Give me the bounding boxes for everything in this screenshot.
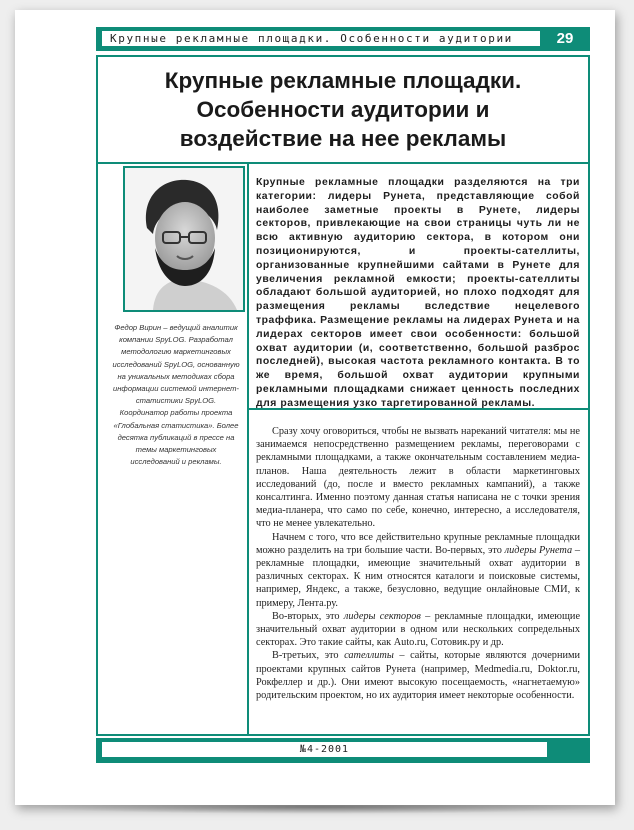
body-paragraph-4 [256,649,580,702]
article-title-line-1: Крупные рекламные площадки. [164,68,522,93]
right-column-rule [588,164,590,736]
body-paragraph-4-text-a: В-третьих, это [272,650,345,662]
photo-caption: Федор Вирин – ведущий аналитик компании SpyLOG. Разработал методологию маркетинговых исследований SpyLOG, основанную на уникальных методиках сбора информации системой интернет-статистики SpyLOG. Координатор работы проекта «Глобальная статистика». Более десятка публикаций в прессе на темы маркетинговых исследований и рекламы. [112,323,240,467]
author-photo [123,166,245,312]
bottom-rule [96,734,590,736]
running-title: Крупные рекламные площадки. Особенности аудитории [102,31,540,46]
column-divider [247,164,249,736]
article-title-line-3: воздействие на нее рекламы [179,126,507,151]
article-title-line-2: Особенности аудитории и [196,97,490,122]
body-paragraph-4-text-b: – сайты, которые являются дочерними проектами крупных сайтов Рунета (например, Medmedia.ru, Doktor.ru, Рокфеллер и др.). Они имеют высокую посещаемость, «нагнетаемую» родительским проектом, но их аудитория имеет некоторые особенности. [256,650,580,702]
author-portrait-image [125,168,243,310]
body-paragraph-3-text-b: – рекламные площадки, имеющие значительный охват аудитории в одном или нескольких сопредельных секторах. Это такие сайты, как Auto.ru, Сотовик.ру и др. [256,610,581,649]
body-paragraph-3-emphasis: лидеры секторов [343,610,421,622]
issue-number: №4-2001 [102,742,547,757]
title-box [96,55,590,164]
body-paragraph-2-emphasis: лидеры Рунета [504,544,573,556]
body-paragraph-2 [256,531,580,610]
body-paragraph-3-text-a: Во-вторых, это [272,610,344,622]
body-paragraph-1: Сразу хочу оговориться, чтобы не вызвать нареканий читателя: мы не занимаемся непосредственно размещением рекламы, переговорами с рекламными площадками, а также окончательным составлением медиа-планов. Наша деятельность лежит в области маркетинговых исследований (до, после и вместо рекламных кампаний), а также консалтинга. Именно поэтому данная статья написана не с точки зрения медиа-планера, что само по себе, конечно, интересно, а исследователя, что не менее увлекательно. [256,426,580,530]
article-title [108,66,578,153]
body-paragraph-3 [256,610,580,650]
page-number: 29 [556,30,574,47]
body-paragraph-2-text-a: Начнем с того, что все действительно крупные рекламные площадки можно разделить на три большие части. Во-первых, это [256,531,580,556]
article-abstract: Крупные рекламные площадки разделяются на три категории: лидеры Рунета, представляющие собой наиболее заметные проекты в Рунете, лидеры секторов, привлекающие на свои страницы чуть ли не всю активную аудиторию сектора, в котором они позиционируются, и проекты-сателлиты, организованные крупнейшими сайтами в Рунете для увеличения рекламной емкости; проекты-сателлиты обладают большой аудиторией, но плохо подходят для размещения рекламы вследствие нецелевого траффика. Размещение рекламы на лидерах Рунета и на лидерах секторов имеет свои особенности: большой охват аудитории (и, соответственно, большой разброс последней), высокая частота рекламного контакта. В то же время, большой охват аудитории крупными рекламными площадками снижает ценность последних для размещения узко таргетированной рекламы. [256,177,580,409]
left-column-rule [96,164,98,736]
article-body [256,425,580,702]
body-paragraph-2-text-b: – рекламные площадки, имеющие значительный охват аудитории в различных секторах. К ним относятся каталоги и поисковые системы, например, Яндекс, а также, безусловно, ведущие онлайновые СМИ, к примеру, Лента.ру. [256,544,580,609]
body-paragraph-4-emphasis: сателлиты [344,650,394,662]
